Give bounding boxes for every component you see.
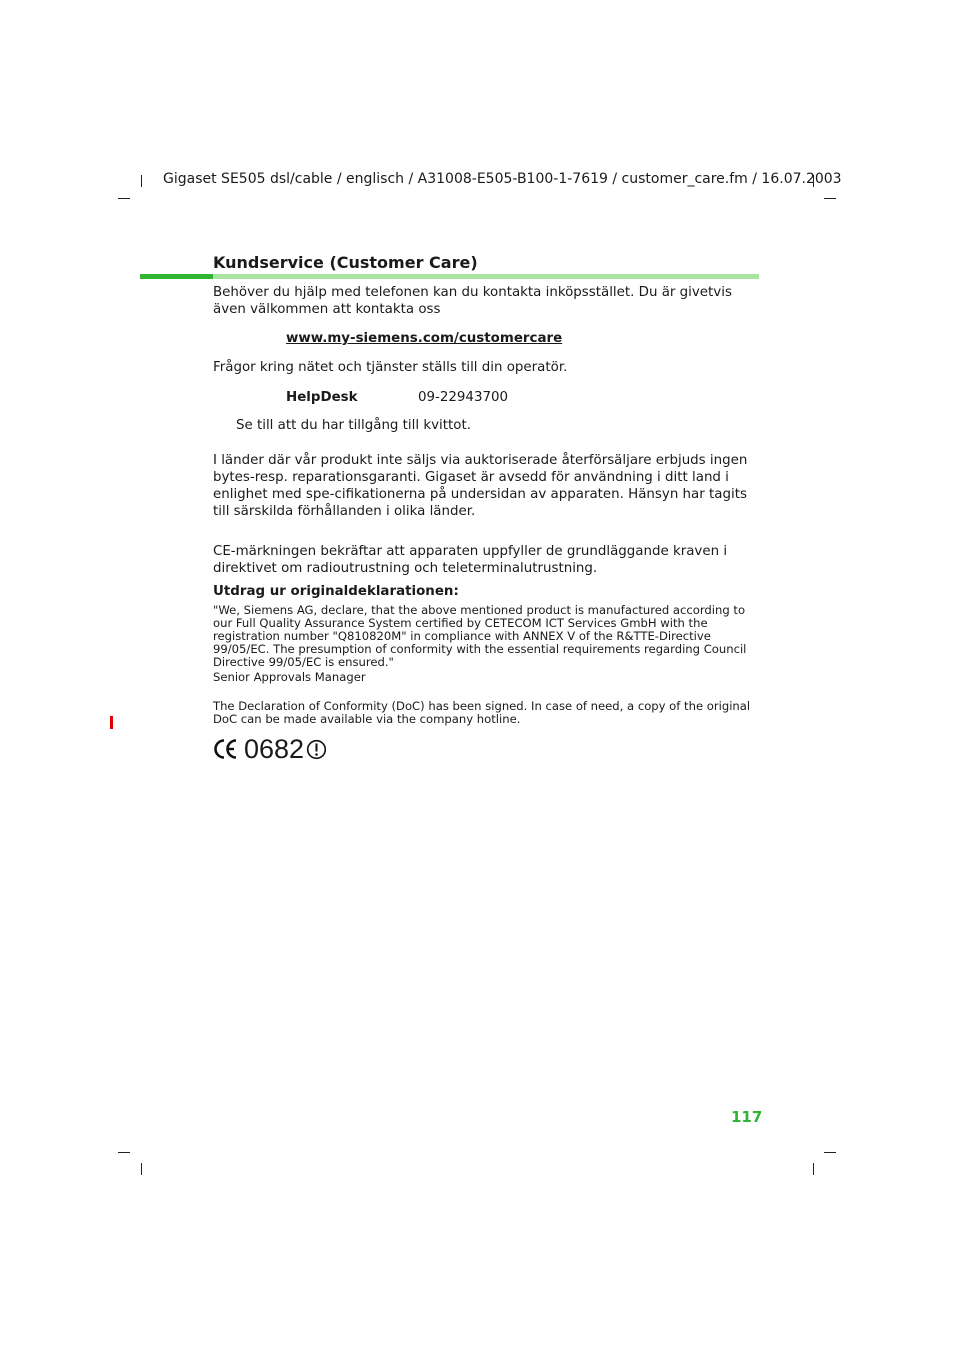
crop-mark (141, 175, 142, 187)
crop-mark (118, 1152, 130, 1153)
section-title: Kundservice (Customer Care) (213, 253, 478, 272)
change-bar (110, 716, 113, 729)
page-number: 117 (731, 1108, 763, 1126)
crop-mark (824, 1152, 836, 1153)
warranty-paragraph: I länder där vår produkt inte säljs via auktoriserade återförsäljare erbjuds ingen bytes-resp. reparationsgaranti. Gigaset är avsedd för användning i ditt land i enlighet med spe-cifikationerna på undersidan av apparaten. Hänsyn har tagits till särskilda förhållanden i olika länder. (213, 453, 748, 519)
section-rule-dark (140, 274, 213, 279)
ce-marking (213, 735, 327, 763)
helpdesk-number: 09-22943700 (418, 390, 509, 405)
intro-paragraph: Behöver du hjälp med telefonen kan du kontakta inköpsstället. Du är givetvis även välkommen att kontakta oss (213, 285, 732, 317)
notified-body-number: 0682 (244, 734, 305, 764)
running-header: Gigaset SE505 dsl/cable / englisch / A31008-E505-B100-1-7619 / customer_care.fm / 16.07.2003 (163, 171, 842, 187)
customer-care-link[interactable]: www.my-siemens.com/customercare (286, 331, 563, 346)
signatory: Senior Approvals Manager (213, 670, 366, 684)
declaration-heading: Utdrag ur originaldeklarationen: (213, 584, 459, 599)
helpdesk-label: HelpDesk (286, 390, 358, 405)
receipt-note: Se till att du har tillgång till kvittot. (236, 418, 471, 433)
crop-mark (813, 1163, 814, 1175)
section-rule-light (213, 274, 759, 279)
network-paragraph: Frågor kring nätet och tjänster ställs till din operatör. (213, 360, 568, 375)
ce-paragraph: CE-märkningen bekräftar att apparaten uppfyller de grundläggande kraven i direktivet om radioutrustning och teleterminalutrustning. (213, 544, 728, 576)
crop-mark (141, 1163, 142, 1175)
alert-class-icon (306, 739, 327, 760)
crop-mark (118, 198, 130, 199)
crop-mark (824, 198, 836, 199)
doc-note: The Declaration of Conformity (DoC) has been signed. In case of need, a copy of the original DoC can be made available via the company hotline. (213, 699, 751, 726)
declaration-quote: "We, Siemens AG, declare, that the above mentioned product is manufactured according to our Full Quality Assurance System certified by CETECOM ICT Services GmbH with the registration number "Q810820M" in compliance with ANNEX V of the R&TTE-Directive 99/05/EC. The presumption of conformity with the essential requirements regarding Council Directive 99/05/EC is ensured." (213, 603, 747, 669)
ce-mark-icon (213, 738, 238, 760)
